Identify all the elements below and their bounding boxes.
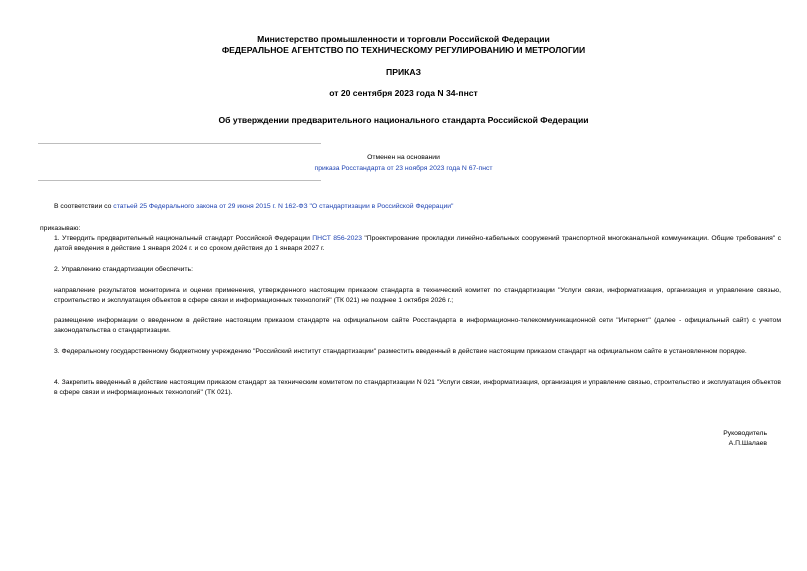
signatory-name: А.П.Шалаев [728,440,767,447]
item-1 [40,234,781,254]
signatory-position: Руководитель [723,430,767,437]
cancel-note-label: Отменен на основании [367,154,440,161]
item-1-prefix: 1. Утвердить предварительный национальный стандарт Российской Федерации [54,235,313,242]
item-1-suffix: "Проектирование прокладки линейно-кабельных сооружений транспортной многоканальной коммуникации. Общие требования" с датой введения в действие 1 января 2024 г. и со сроком действия до 1 января 2027 г. [54,235,781,252]
item-2: 2. Управлению стандартизации обеспечить: [54,266,193,273]
federal-law-link[interactable]: статьей 25 Федерального закона от 29 июня 2015 г. N 162-ФЗ "О стандартизации в Российской Федерации" [113,203,454,210]
document-subject: Об утверждении предварительного национального стандарта Российской Федерации [218,115,589,125]
cancel-note-row [40,164,767,173]
bottom-divider [38,180,321,181]
item-2a: направление результатов мониторинга и оценки применения, утвержденного настоящим приказом стандарта в технический комитет по стандартизации "Услуги связи, информатизация, организация и управление связью, строительство и эксплуатация объектов в сфере связи и информационных технологий" (ТК 021) не позднее 1 октября 2026 г.; [54,287,781,304]
item-2b: размещение информации о введенном в действие настоящим приказом стандарте на официальном сайте Росстандарта в информационно-телекоммуникационной сети "Интернет" (далее - официальный сайт) с учетом законодательства о стандартизации. [54,317,781,334]
document-date-number: от 20 сентября 2023 года N 34-пнст [329,88,478,98]
agency-name: ФЕДЕРАЛЬНОЕ АГЕНТСТВО ПО ТЕХНИЧЕСКОМУ РЕГУЛИРОВАНИЮ И МЕТРОЛОГИИ [221,45,586,55]
document-type: ПРИКАЗ [386,67,421,77]
item-3: 3. Федеральному государственному бюджетному учреждению "Российский институт стандартизации" разместить введенный в действие настоящим приказом стандарт на официальном сайте в установленном порядке. [54,348,747,355]
top-divider [38,143,321,144]
standard-link[interactable]: ПНСТ 856-2023 [312,235,362,242]
order-word: приказываю: [40,225,81,232]
basis-prefix: В соответствии со [54,203,114,210]
item-4: 4. Закрепить введенный в действие настоящим приказом стандарт за техническим комитетом по стандартизации N 021 "Услуги связи, информатизация, организация и управление связью, строительство и эксплуатация объектов в сфере связи и информационных технологий" (ТК 021). [54,379,781,396]
ministry-name: Министерство промышленности и торговли Российской Федерации [257,34,550,44]
cancel-order-link[interactable]: приказа Росстандарта от 23 ноября 2023 года N 67-пнст [314,165,493,172]
basis-paragraph [40,202,781,212]
